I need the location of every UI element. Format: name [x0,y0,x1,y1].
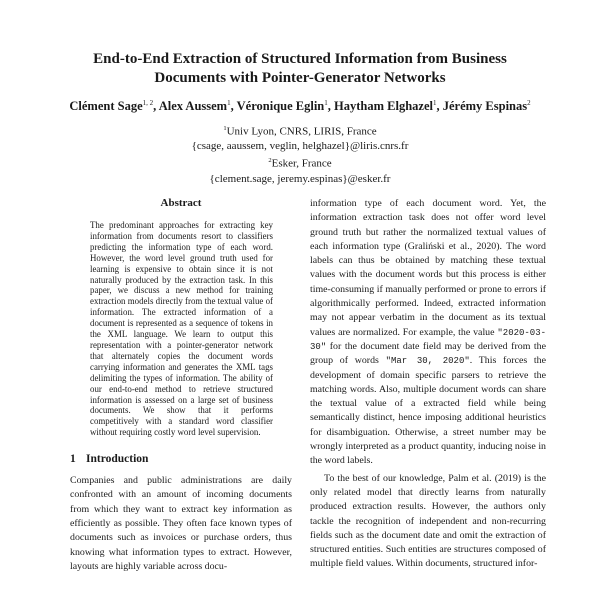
introduction-paragraph: Companies and public administrations are daily confronted with an amount of incoming documents from which they want to extract key information as efficiently as possible. They often face known types of documents such as invoices or purchase orders, thus knowing what information types to extract. However, layouts are highly variable across docu- [70,475,292,572]
left-column [70,196,292,574]
section-heading-introduction [70,452,292,466]
title-line-2: Documents with Pointer-Generator Networks [154,70,446,86]
author: Haytham Elghazel$^1$, [334,99,443,114]
right-column [310,197,546,575]
code-example-words: "Mar 30, 2020" [385,356,470,367]
affiliation-1-emails: {csage, aaussem, veglin, helghazel}@liris.cnrs.fr [191,140,409,153]
body-paragraph-1: information type of each document word. Yet, the information extraction task does not offer word level ground truth but rather the normalized textual values of each information type (Graliński et al., 2020). The word labels can thus be obtained by matching these textual values with the document words but this process is either time-consuming if manually performed or prone to errors if algorithmically performed. Indeed, extracted information may not appear verbatim in the document as its textual values are normalized. For example, the value "2020-03-30" for the document date field may be derived from the group of words "Mar 30, 2020". This forces the development of domain specific parsers to retrieve the matching words. Also, multiple document words can share the textual value of a extracted field while being semantically distinct, hence imposing additional heuristics for disambiguation. Otherwise, a street number may be wrongly interpreted as a product quantity, inducing noise in the word labels. [310,198,546,467]
author: Jérémy Espinas$^2$ [442,99,531,114]
code-example-date: "2020-03-30" [310,327,546,352]
paper-title [60,50,540,88]
abstract-text: The predominant approaches for extracting key information from documents resort to classifiers predicting the information type of each word. However, the word level ground truth used for learning is expensive to obtain since it is not naturally produced by the extraction task. In this paper, we discuss a new method for training extraction models directly from the textual value of information. The extracted information of a document is represented as a sequence of tokens in the XML language. We learn to output this representation with a pointer-generator network that alternately copies the document words carrying information and generates the XML tags delimiting the types of information. The ability of our end-to-end method to retrieve structured information is assessed on a large set of business documents. We show that it performs competitively with a standard word classifier without requiring costly word level supervision. [90,220,273,438]
affiliation-2-emails: {clement.sage, jeremy.espinas}@esker.fr [209,172,391,185]
title-line-1: End-to-End Extraction of Structured Information from Business [93,51,507,67]
affiliations [60,122,540,187]
affiliation-2: $^2$Esker, France [268,157,332,170]
affiliation-1: $^1$Univ Lyon, CNRS, LIRIS, France [223,125,377,138]
author-list [20,95,580,114]
author: Clément Sage$^{1, 2}$, [69,99,159,114]
author: Alex Aussem$^1$, [158,99,237,114]
body-paragraph-2: To the best of our knowledge, Palm et al. (2019) is the only related model that directly learns from naturally produced extraction results. However, the authors only tackle the recognition of independent and non-recurring fields such as the document date and omit the extraction of structured entities. Such entities are structures composed of multiple field values. Within documents, structured infor- [310,472,546,570]
author: Véronique Eglin$^1$, [236,99,335,114]
section-number: 1 [70,453,76,466]
abstract-heading: Abstract [160,197,202,209]
section-title: Introduction [86,453,149,466]
